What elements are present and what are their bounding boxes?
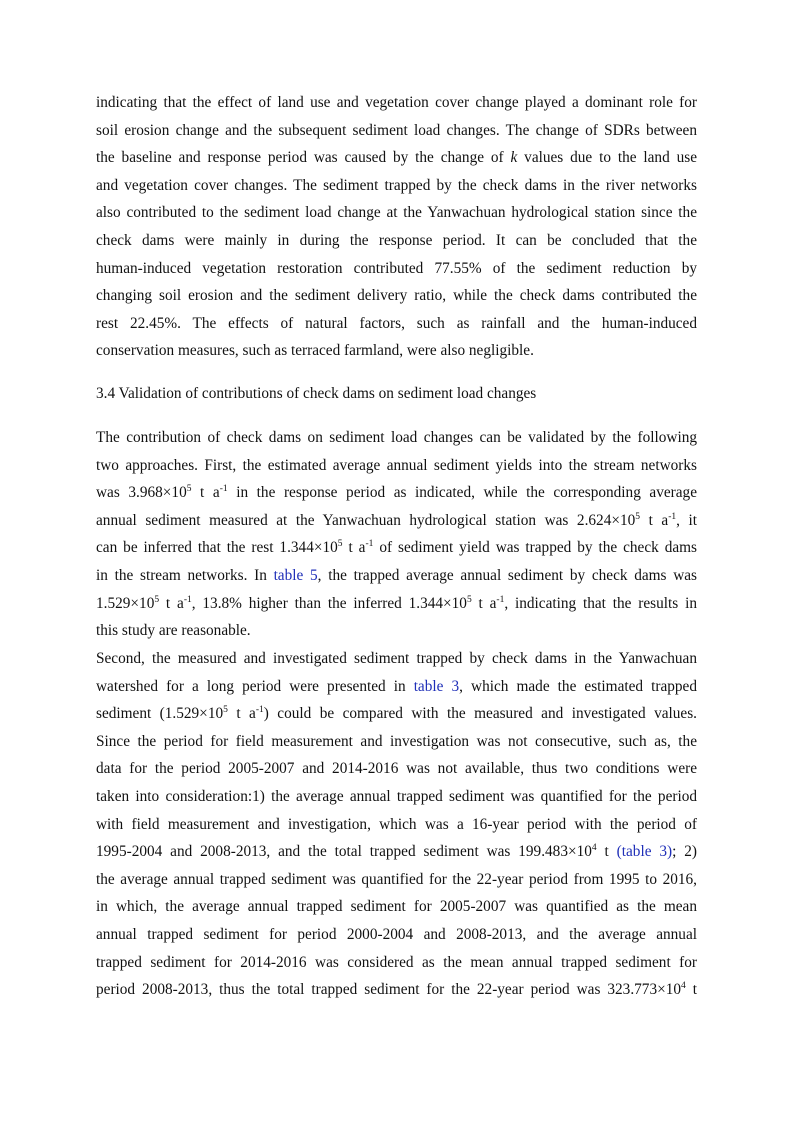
paragraph-trapped-sediment — [96, 645, 697, 1004]
text-line: trapped sediment for 2014-2016 was considered as the mean annual trapped sediment for — [96, 953, 697, 971]
text-line: sediment ($1.529\times 10^5$ t $a^{-1}$) could be compared with the measured and investigated values. — [96, 705, 697, 723]
text-line: in the stream networks. In table 5, the trapped average annual sediment by check dams was — [96, 566, 698, 584]
text-line: watershed for a long period were presented in table 3, which made the estimated trapped — [96, 677, 697, 695]
text-line: two approaches. First, the estimated average annual sediment yields into the stream networks — [96, 456, 697, 474]
variable-k: k — [510, 149, 518, 167]
text-line: soil erosion change and the subsequent sediment load changes. The change of SDRs between — [96, 121, 697, 139]
text-line: the baseline and response period was caused by the change of k values due to the land use — [96, 149, 697, 167]
text-line: the average annual trapped sediment was quantified for the 22-year period from 1995 to 2016, — [96, 870, 697, 888]
text-line: data for the period 2005-2007 and 2014-2016 was not available, thus two conditions were — [96, 760, 697, 778]
text-line: Second, the measured and investigated sediment trapped by check dams in the Yanwachuan — [96, 650, 697, 667]
text-line: The contribution of check dams on sediment load changes can be validated by the following — [96, 429, 697, 446]
text-line: $1.529\times 10^5$ t $a^{-1}$, 13.8% higher than the inferred $1.344\times 10^5$ t $a^{-1}$, indicating that the results in — [96, 594, 697, 612]
text-line: rest 22.45%. The effects of natural factors, such as rainfall and the human-induced — [96, 314, 697, 332]
text-line: changing soil erosion and the sediment delivery ratio, while the check dams contributed the — [96, 287, 697, 305]
text-line: can be inferred that the rest $1.344\times 10^5$ t $a^{-1}$ of sediment yield was trapped by the check dams — [96, 539, 697, 557]
text-line: human-induced vegetation restoration contributed 77.55% of the sediment reduction by — [96, 259, 697, 277]
text-line: conservation measures, such as terraced farmland, were also negligible. — [96, 342, 534, 360]
text-line: with field measurement and investigation, which was a 16-year period with the period of — [96, 815, 697, 833]
paragraph-validation-approaches — [96, 424, 697, 645]
section-heading: 3.4 Validation of contributions of check dams on sediment load changes — [96, 385, 537, 402]
text-line: in which, the average annual trapped sediment for 2005-2007 was quantified as the mean — [96, 898, 697, 916]
text-line: indicating that the effect of land use and vegetation cover change played a dominant role for — [96, 94, 697, 111]
text-line: Since the period for field measurement and investigation was not consecutive, such as, the — [96, 732, 697, 750]
table-5-link[interactable]: table 5 — [273, 566, 318, 584]
text-line: annual sediment measured at the Yanwachuan hydrological station was $2.624\times 10^5$ t $a^{-1}$, it — [96, 511, 697, 529]
text-line: check dams were mainly in during the response period. It can be concluded that the — [96, 231, 697, 249]
text-line: was $3.968\times 10^5$ t $a^{-1}$ in the response period as indicated, while the corresponding average — [96, 484, 697, 502]
text-line: annual trapped sediment for period 2000-2004 and 2008-2013, and the average annual — [96, 925, 697, 943]
paragraph-land-use-discussion — [96, 89, 697, 365]
text-line: period 2008-2013, thus the total trapped sediment for the 22-year period was $323.773\times 10^4$ t — [96, 981, 697, 999]
table-3-link[interactable]: table 3 — [413, 677, 460, 695]
text-line: also contributed to the sediment load change at the Yanwachuan hydrological station since the — [96, 204, 697, 222]
text-line: and vegetation cover changes. The sediment trapped by the check dams in the river networks — [96, 176, 697, 194]
table-3-link[interactable]: (table 3) — [616, 843, 673, 861]
text-line: taken into consideration:1) the average annual trapped sediment was quantified for the period — [96, 787, 697, 805]
text-line: 1995-2004 and 2008-2013, and the total trapped sediment was $199.483\times 10^4$ t (table 3); 2) — [96, 843, 697, 861]
text-line: this study are reasonable. — [96, 622, 251, 640]
